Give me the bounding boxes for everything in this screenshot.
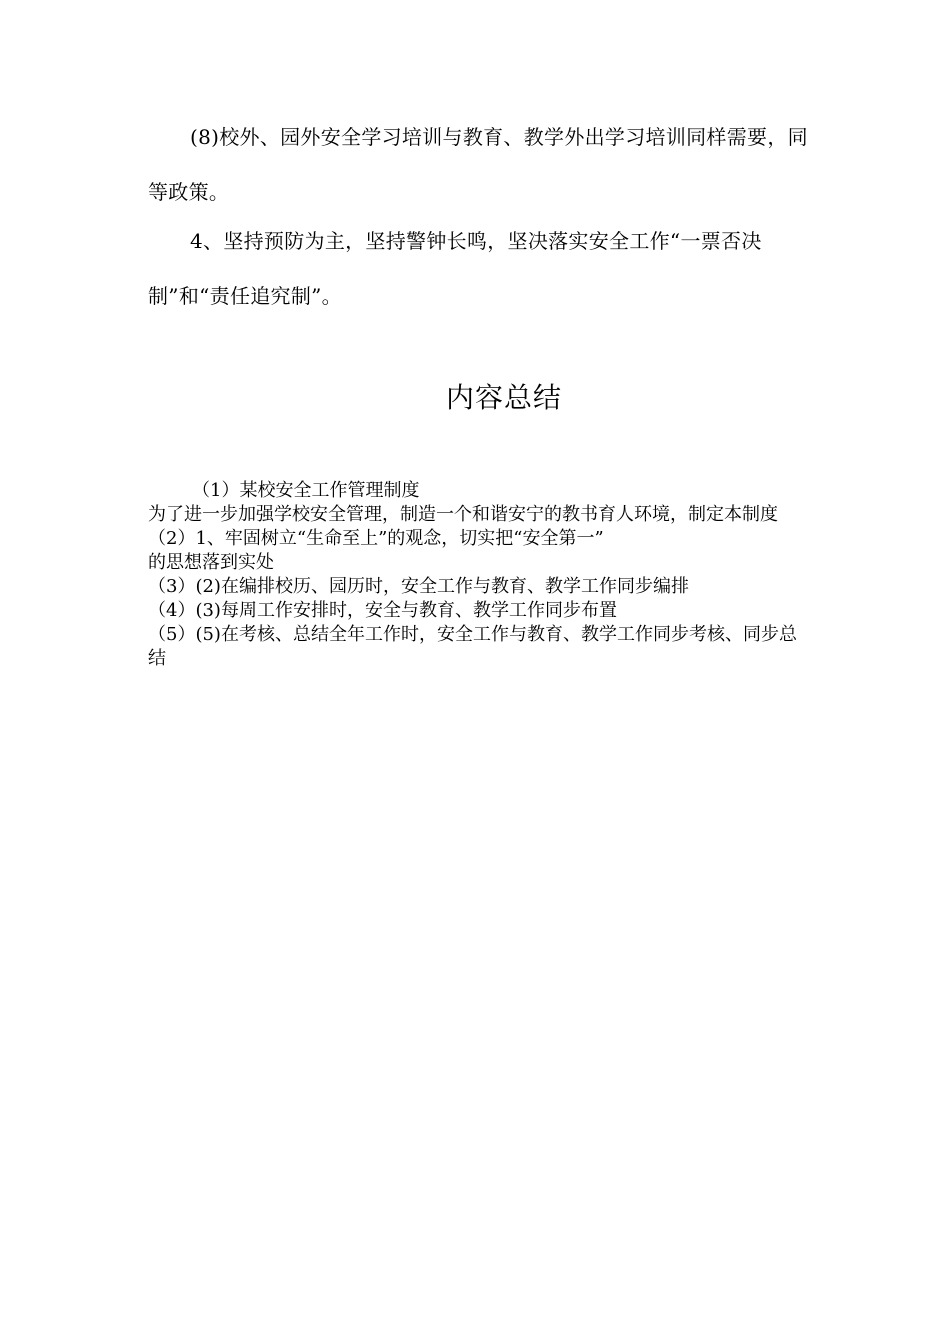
summary-line-5: （3）(2)在编排校历、园历时，安全工作与教育、教学工作同步编排 xyxy=(148,576,689,597)
summary-line-6: （4）(3)每周工作安排时，安全与教育、教学工作同步布置 xyxy=(148,600,617,621)
summary-line-2: 为了进一步加强学校安全管理，制造一个和谐安宁的教书育人环境，制定本制度 xyxy=(148,504,778,525)
summary-line-4: 的思想落到实处 xyxy=(148,552,274,573)
body-paragraph-rule-4: 4、坚持预防为主，坚持警钟长鸣，坚决落实安全工作“一票否决制”和“责任追究制”。 xyxy=(148,229,762,308)
summary-section xyxy=(148,479,798,671)
summary-line-7: （5）(5)在考核、总结全年工作时，安全工作与教育、教学工作同步考核、同步总结 xyxy=(148,624,797,669)
summary-title: 内容总结 xyxy=(445,381,562,414)
summary-line-3: （2）1、牢固树立“生命至上”的观念，切实把“安全第一” xyxy=(148,528,604,549)
summary-line-1: （1）某校安全工作管理制度 xyxy=(192,480,420,501)
body-paragraph-rule-8: (8)校外、园外安全学习培训与教育、教学外出学习培训同样需要，同等政策。 xyxy=(148,125,808,204)
